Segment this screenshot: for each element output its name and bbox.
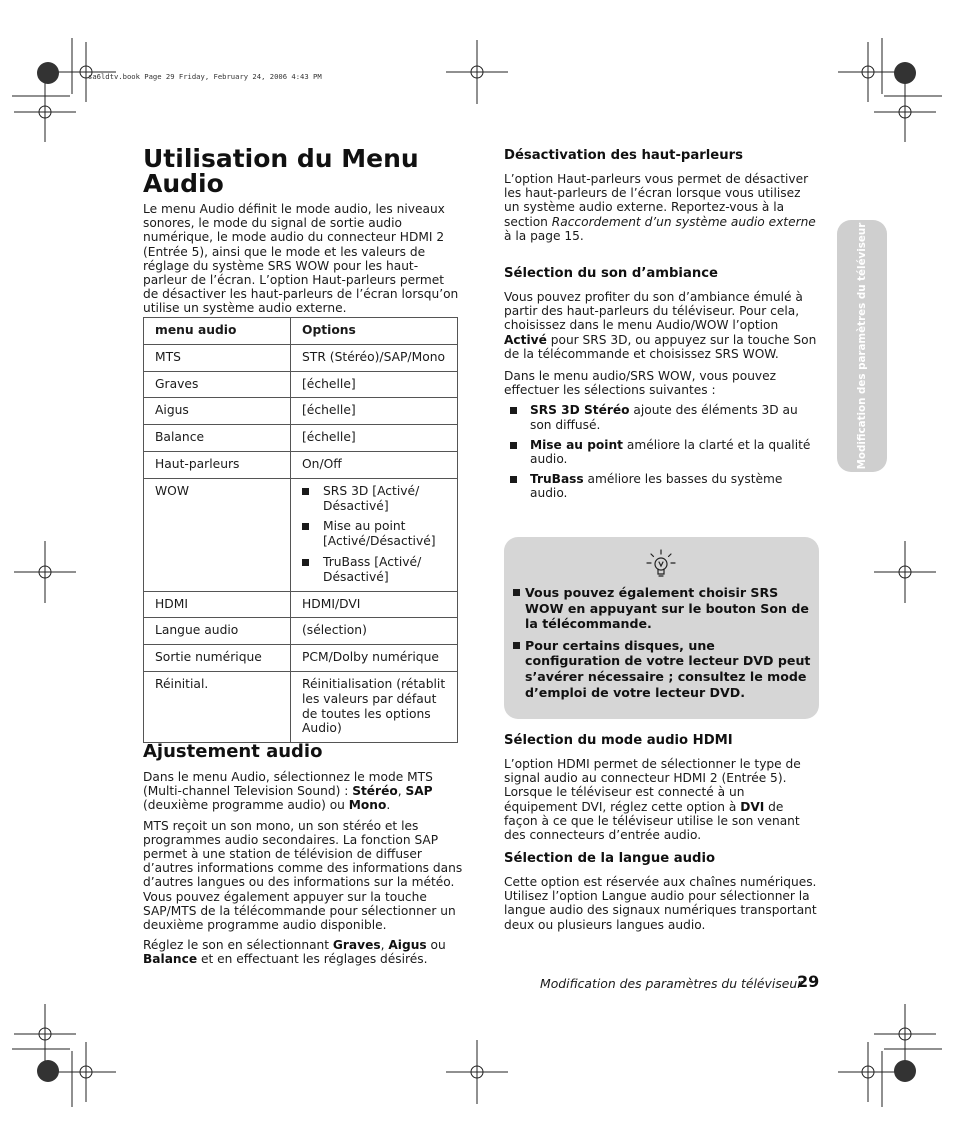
table-row — [144, 591, 458, 618]
tip-box — [504, 537, 819, 719]
tip-list — [512, 585, 812, 706]
table-cell-option — [291, 478, 458, 591]
table-row — [144, 645, 458, 672]
hdmi-paragraph: L’option HDMI permet de sélectionner le type de signal audio au connecteur HDMI 2 (Entrée 5). Lorsque le téléviseur est connecté à un équipement DVI, réglez cette option à DVI de façon à ce que le téléviseur utilise le son venant des connecteurs d’entrée audio. — [504, 757, 801, 843]
table-header-cell: Options — [291, 318, 458, 345]
list-item: Mise au point [Activé/Désactivé] — [302, 519, 447, 549]
table-cell-option: (sélection) — [291, 618, 458, 645]
tip-item: Vous pouvez également choisir SRS WOW en appuyant sur le bouton Son de la télécommande. — [512, 585, 812, 632]
table-cell-menu: Sortie numérique — [144, 645, 291, 672]
list-item: Mise au point améliore la clarté et la qualité audio. — [504, 438, 818, 466]
table-cell-menu: MTS — [144, 344, 291, 371]
surround-paragraph-1: Vous pouvez profiter du son d’ambiance émulé à partir des haut-parleurs du téléviseur. Pour cela, choisissez dans le menu Audio/WOW l’option Activé pour SRS 3D, ou appuyez sur la touche Son de la télécommande et choisissez SRS WOW. — [504, 290, 817, 361]
table-header-cell: menu audio — [144, 318, 291, 345]
audio-menu-table — [143, 317, 458, 743]
table-cell-menu: Balance — [144, 425, 291, 452]
bullet-square-icon — [302, 488, 309, 495]
adjust-paragraph-2: MTS reçoit un son mono, un son stéréo et les programmes audio secondaires. La fonction SAP permet à une station de télévision de diffuser d’autres informations comme des informations dans d’autres langues ou des informations sur la météo. Vous pouvez également appuyer sur la touche SAP/MTS de la télécommande pour sélectionner un deuxième programme audio disponible. — [143, 818, 463, 933]
section-heading-adjust: Ajustement audio — [143, 741, 323, 762]
bullet-square-icon — [510, 476, 517, 483]
table-cell-option: [échelle] — [291, 371, 458, 398]
side-tab-label: Modification des paramètres du téléviseur — [855, 222, 868, 470]
list-item: SRS 3D [Activé/ Désactivé] — [302, 484, 447, 514]
page-title: Utilisation du Menu Audio — [143, 144, 419, 198]
table-cell-option: Réinitialisation (rétablit les valeurs par défaut de toutes les options Audio) — [291, 671, 458, 742]
table-row — [144, 398, 458, 425]
list-item: TruBass améliore les basses du système audio. — [504, 472, 818, 500]
table-row — [144, 371, 458, 398]
bullet-square-icon — [513, 642, 520, 649]
table-cell-menu: Graves — [144, 371, 291, 398]
tip-item: Pour certains disques, une configuration de votre lecteur DVD peut s’avérer nécessaire ; consultez le mode d’emploi de votre lecteur DVD. — [512, 638, 812, 700]
bullet-square-icon — [513, 589, 520, 596]
table-cell-option: [échelle] — [291, 398, 458, 425]
section-heading-speakers: Désactivation des haut-parleurs — [504, 148, 743, 163]
table-row — [144, 478, 458, 591]
table-row — [144, 425, 458, 452]
table-cell-option: HDMI/DVI — [291, 591, 458, 618]
table-header-row — [144, 318, 458, 345]
adjust-paragraph-3: Réglez le son en sélectionnant Graves, Aigus ou Balance et en effectuant les réglages désirés. — [143, 938, 446, 967]
adjust-paragraph-1: Dans le menu Audio, sélectionnez le mode MTS (Multi-channel Television Sound) : Stéréo, SAP (deuxième programme audio) ou Mono. — [143, 770, 433, 813]
table-cell-option: On/Off — [291, 451, 458, 478]
table-cell-option: [échelle] — [291, 425, 458, 452]
surround-paragraph-2: Dans le menu audio/SRS WOW, vous pouvez effectuer les sélections suivantes : — [504, 369, 777, 398]
bullet-square-icon — [510, 407, 517, 414]
surround-list — [504, 403, 818, 500]
speakers-paragraph: L’option Haut-parleurs vous permet de désactiver les haut-parleurs de l’écran lorsque vous utilisez un système audio externe. Reportez-vous à la section Raccordement d’un système audio externe à la page 15. — [504, 172, 816, 243]
table-row — [144, 344, 458, 371]
table-cell-menu: Aigus — [144, 398, 291, 425]
lightbulb-icon — [644, 547, 678, 581]
table-cell-menu: HDMI — [144, 591, 291, 618]
table-cell-option: STR (Stéréo)/SAP/Mono — [291, 344, 458, 371]
wow-options-list — [302, 484, 447, 585]
bullet-square-icon — [302, 559, 309, 566]
surround-section — [504, 290, 818, 507]
table-cell-option: PCM/Dolby numérique — [291, 645, 458, 672]
table-cell-menu: Réinitial. — [144, 671, 291, 742]
language-paragraph: Cette option est réservée aux chaînes numériques. Utilisez l’option Langue audio pour sélectionner la langue audio des signaux numériques transportant deux ou plusieurs langues audio. — [504, 875, 817, 932]
table-row — [144, 671, 458, 742]
bullet-square-icon — [302, 523, 309, 530]
table-cell-menu: Langue audio — [144, 618, 291, 645]
table-row — [144, 451, 458, 478]
print-header: sa6ldtv.book Page 29 Friday, February 24, 2006 4:43 PM — [88, 72, 322, 81]
table-cell-menu: Haut-parleurs — [144, 451, 291, 478]
list-item: SRS 3D Stéréo ajoute des éléments 3D au son diffusé. — [504, 403, 818, 431]
table-row — [144, 618, 458, 645]
footer-section-title: Modification des paramètres du téléviseur — [540, 976, 803, 991]
section-heading-surround: Sélection du son d’ambiance — [504, 266, 718, 281]
table-cell-menu: WOW — [144, 478, 291, 591]
adjust-section — [143, 770, 463, 973]
list-item: TruBass [Activé/ Désactivé] — [302, 555, 447, 585]
section-heading-hdmi: Sélection du mode audio HDMI — [504, 733, 733, 748]
intro-paragraph: Le menu Audio définit le mode audio, les niveaux sonores, le mode du signal de sortie audio numérique, le mode audio du connecteur HDMI 2 (Entrée 5), ainsi que le mode et les valeurs de réglage du système SRS WOW pour les haut-parleur de l’écran. L’option Haut-parleurs permet de désactiver les haut-parleurs de l’écran lorsqu’on utilise un système audio externe. — [143, 202, 459, 316]
bullet-square-icon — [510, 442, 517, 449]
section-heading-language: Sélection de la langue audio — [504, 851, 716, 866]
page-number: 29 — [797, 972, 820, 991]
